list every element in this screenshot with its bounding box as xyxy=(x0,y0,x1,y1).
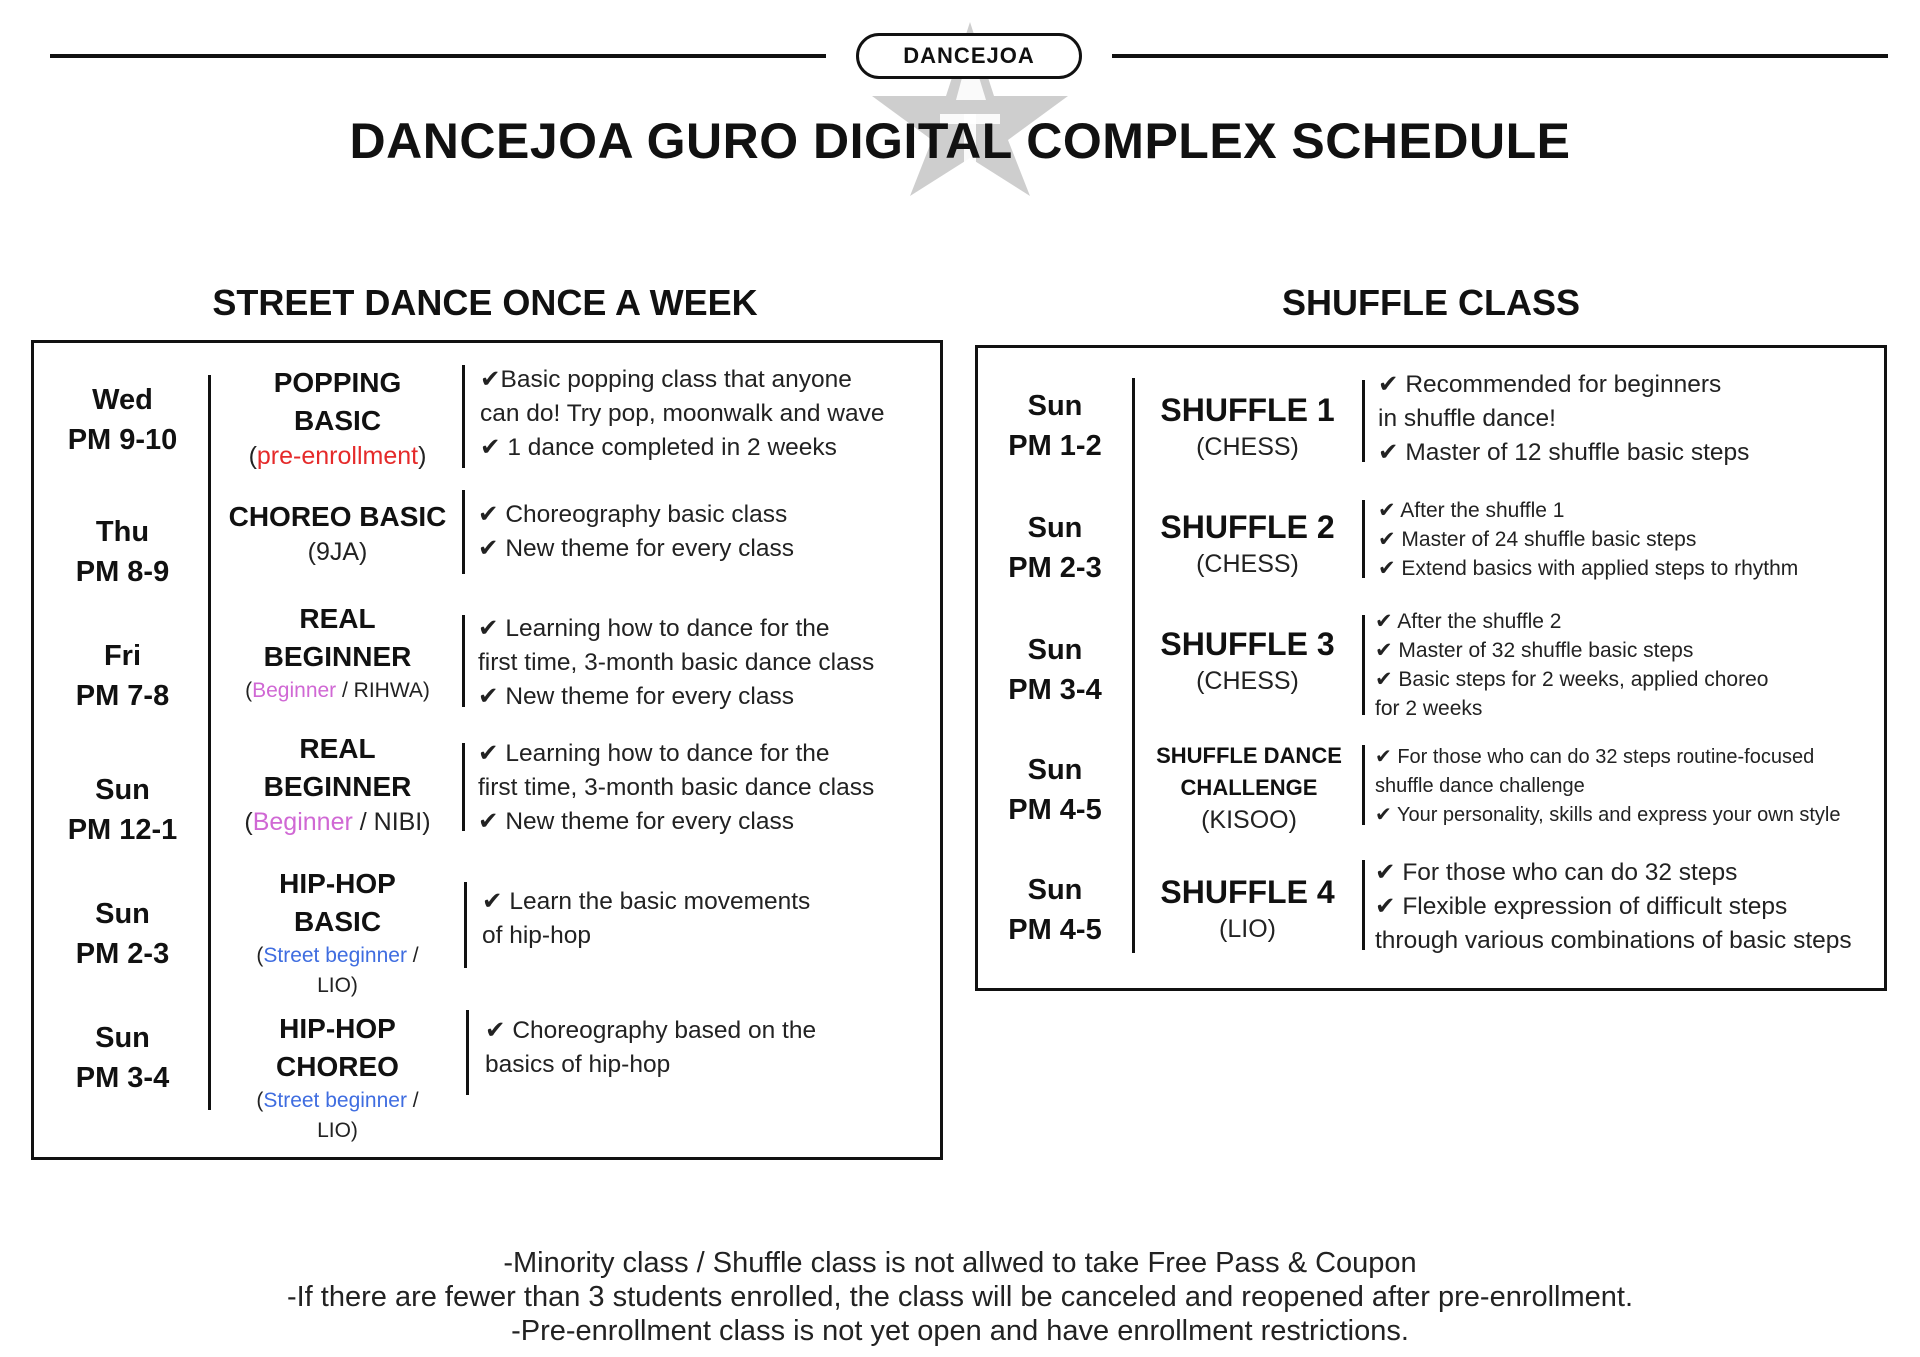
class-description: first time, 3-month basic dance class xyxy=(478,648,875,676)
class-name: REAL xyxy=(299,733,376,764)
level-tag: Street beginner xyxy=(263,1088,407,1112)
class-description: ✔ New theme for every class xyxy=(478,682,794,710)
class-description: ✔ Learn the basic movements xyxy=(482,888,811,915)
class-instructor: (Beginner / NIBI) xyxy=(244,808,431,836)
class-description: ✔Basic popping class that anyone xyxy=(480,366,852,393)
class-time: PM 3-4 xyxy=(75,1062,170,1094)
class-description: first time, 3-month basic dance class xyxy=(478,773,875,801)
class-day: Sun xyxy=(95,774,150,806)
class-name: BASIC xyxy=(293,905,382,937)
level-tag: Street beginner xyxy=(263,943,407,967)
note-line: -If there are fewer than 3 students enrolled, the class will be canceled and reopened after pre-enrollment. xyxy=(286,1281,1634,1313)
class-description: ✔ After the shuffle 1 xyxy=(1378,498,1565,522)
street-section-title: STREET DANCE ONCE A WEEK xyxy=(212,282,758,323)
class-instructor: (Street beginner / xyxy=(256,1088,419,1112)
class-description: ✔ 1 dance completed in 2 weeks xyxy=(480,434,837,461)
class-name: CHOREO BASIC xyxy=(228,500,447,532)
class-name: HIP-HOP xyxy=(279,1012,396,1044)
brand-badge: DANCEJOA xyxy=(856,33,1082,79)
class-description: ✔ After the shuffle 2 xyxy=(1375,610,1562,633)
shuffle-divider-desc xyxy=(1362,500,1365,578)
note-line: -Pre-enrollment class is not yet open and have enrollment restrictions. xyxy=(511,1315,1409,1347)
shuffle-divider-day xyxy=(1132,378,1135,953)
class-description: ✔ Choreography based on the xyxy=(485,1017,817,1044)
class-instructor: (CHESS) xyxy=(1196,667,1299,695)
note-line: -Minority class / Shuffle class is not allwed to take Free Pass & Coupon xyxy=(503,1247,1417,1279)
header-rule-left xyxy=(50,54,826,58)
street-divider-desc xyxy=(464,882,467,968)
class-name: SHUFFLE 4 xyxy=(1160,874,1335,910)
class-time: PM 4-5 xyxy=(1008,794,1102,826)
class-time: PM 9-10 xyxy=(67,424,178,456)
class-description: of hip-hop xyxy=(482,922,591,949)
class-instructor: (Beginner / RIHWA) xyxy=(245,679,430,702)
class-instructor: (CHESS) xyxy=(1196,433,1299,461)
class-description: in shuffle dance! xyxy=(1378,405,1556,432)
class-description: ✔ Your personality, skills and express your own style xyxy=(1375,803,1841,826)
class-name: SHUFFLE 3 xyxy=(1160,626,1335,662)
class-day: Sun xyxy=(95,898,150,930)
class-name: SHUFFLE DANCE xyxy=(1156,743,1342,768)
class-instructor: (pre-enrollment) xyxy=(248,441,427,470)
shuffle-divider-desc xyxy=(1362,380,1365,462)
class-day: Sun xyxy=(1027,390,1083,422)
class-instructor: (9JA) xyxy=(307,537,368,566)
class-name: CHOREO xyxy=(276,1050,399,1082)
class-description: for 2 weeks xyxy=(1375,697,1483,720)
class-instructor: (CHESS) xyxy=(1196,550,1299,578)
class-description: ✔ Extend basics with applied steps to rhythm xyxy=(1378,556,1799,580)
level-tag: Beginner xyxy=(252,808,353,836)
shuffle-divider-desc xyxy=(1362,860,1365,950)
class-name: CHALLENGE xyxy=(1180,775,1318,800)
class-day: Sun xyxy=(1027,634,1083,666)
class-instructor: (KISOO) xyxy=(1201,806,1297,834)
class-description: ✔ Flexible expression of difficult steps xyxy=(1375,893,1788,920)
class-instructor: (LIO) xyxy=(1219,915,1276,943)
class-description: ✔ New theme for every class xyxy=(478,535,794,562)
class-time: PM 3-4 xyxy=(1008,674,1102,706)
class-instructor: (Street beginner / xyxy=(256,943,419,967)
class-description: ✔ Master of 32 shuffle basic steps xyxy=(1375,639,1694,662)
shuffle-divider-desc xyxy=(1362,745,1365,825)
page-title: DANCEJOA GURO DIGITAL COMPLEX SCHEDULE xyxy=(349,113,1571,169)
class-description: ✔ Master of 24 shuffle basic steps xyxy=(1378,527,1697,551)
class-day: Wed xyxy=(92,384,153,416)
pre-enrollment-tag: pre-enrollment xyxy=(256,441,419,470)
class-description: ✔ For those who can do 32 steps routine-focused xyxy=(1375,745,1815,768)
street-divider-desc xyxy=(462,615,465,707)
class-description: ✔ New theme for every class xyxy=(478,807,794,835)
class-name: BEGINNER xyxy=(263,641,412,672)
class-description: ✔ Learning how to dance for the xyxy=(478,739,830,767)
class-name: POPPING xyxy=(273,366,402,398)
class-time: PM 2-3 xyxy=(1008,552,1102,584)
class-description: ✔ Choreography basic class xyxy=(478,501,788,528)
class-day: Sun xyxy=(1027,754,1083,786)
shuffle-divider-desc xyxy=(1362,615,1365,715)
level-tag: Beginner xyxy=(252,679,337,702)
class-description: ✔ Learning how to dance for the xyxy=(478,614,830,642)
class-day: Thu xyxy=(95,516,150,548)
class-description: ✔ Basic steps for 2 weeks, applied choreo xyxy=(1375,668,1769,691)
class-name: SHUFFLE 2 xyxy=(1160,509,1335,545)
class-instructor: LIO) xyxy=(317,973,358,997)
street-divider-desc xyxy=(462,490,465,574)
class-description: ✔ Recommended for beginners xyxy=(1378,371,1722,398)
class-day: Sun xyxy=(95,1022,150,1054)
class-name: BASIC xyxy=(293,404,382,436)
footer-notes xyxy=(0,1246,1920,1348)
header-rule-right xyxy=(1112,54,1888,58)
class-description: ✔ For those who can do 32 steps xyxy=(1375,859,1738,886)
street-divider-desc xyxy=(466,1010,469,1095)
class-description: shuffle dance challenge xyxy=(1375,774,1585,797)
class-time: PM 4-5 xyxy=(1008,914,1102,946)
class-time: PM 7-8 xyxy=(75,680,170,712)
street-divider-desc xyxy=(462,365,465,468)
class-name: HIP-HOP xyxy=(279,867,396,899)
class-day: Fri xyxy=(103,640,142,672)
class-time: PM 1-2 xyxy=(1008,430,1102,462)
class-description: can do! Try pop, moonwalk and wave xyxy=(480,400,885,427)
class-instructor: LIO) xyxy=(317,1118,358,1142)
class-name: REAL xyxy=(299,603,376,634)
street-divider-day xyxy=(208,375,211,1110)
shuffle-section-title: SHUFFLE CLASS xyxy=(1281,282,1580,323)
class-day: Sun xyxy=(1027,874,1083,906)
street-divider-desc xyxy=(462,743,465,831)
class-name: BEGINNER xyxy=(263,771,412,802)
class-time: PM 12-1 xyxy=(67,814,178,846)
class-time: PM 2-3 xyxy=(75,938,170,970)
class-description: basics of hip-hop xyxy=(485,1051,671,1078)
class-description: ✔ Master of 12 shuffle basic steps xyxy=(1378,439,1750,466)
class-time: PM 8-9 xyxy=(75,556,170,588)
class-description: through various combinations of basic steps xyxy=(1375,927,1852,954)
class-name: SHUFFLE 1 xyxy=(1160,392,1335,428)
class-day: Sun xyxy=(1027,512,1083,544)
